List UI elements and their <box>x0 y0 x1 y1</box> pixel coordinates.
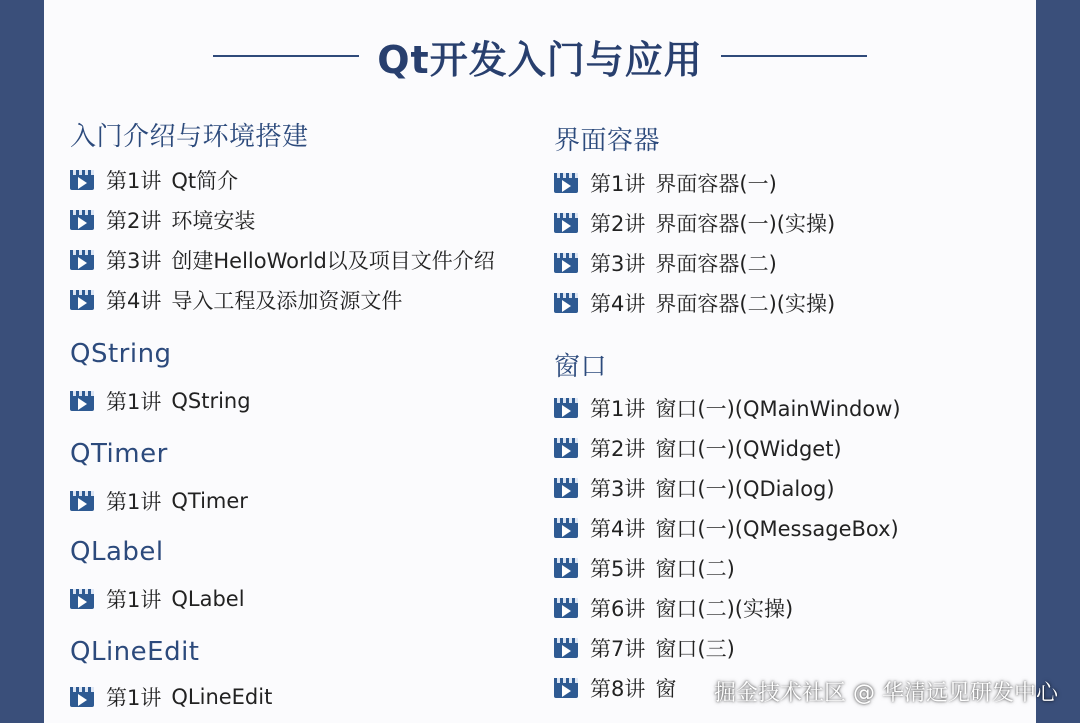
lesson-number: 第1讲 <box>590 172 646 196</box>
title-rule-right <box>721 55 867 57</box>
lesson-item[interactable] <box>70 584 245 614</box>
video-play-icon <box>70 210 94 230</box>
lesson-name: 界面容器(二)(实操) <box>655 292 836 316</box>
lesson-item[interactable] <box>554 433 842 463</box>
lesson-item[interactable] <box>554 553 735 583</box>
lesson-item[interactable] <box>554 208 835 238</box>
lesson-item[interactable] <box>554 168 777 198</box>
lesson-name: QLabel <box>171 587 245 611</box>
lesson-number: 第4讲 <box>590 292 646 316</box>
lesson-number: 第4讲 <box>590 517 646 541</box>
lesson-name: 窗口(一)(QWidget) <box>655 437 842 461</box>
video-play-icon <box>554 518 578 538</box>
title-row <box>44 28 1036 84</box>
page-title: Qt开发入门与应用 <box>377 37 703 82</box>
video-play-icon <box>554 398 578 418</box>
title-rule-left <box>213 55 359 57</box>
video-play-icon <box>554 293 578 313</box>
lesson-name: 窗口(二)(实操) <box>655 597 794 621</box>
lesson-name: 界面容器(一)(实操) <box>655 212 836 236</box>
lesson-number: 第5讲 <box>590 557 646 581</box>
lesson-number: 第1讲 <box>106 686 162 710</box>
lesson-item[interactable] <box>70 165 238 195</box>
video-play-icon <box>554 598 578 618</box>
section-title: QString <box>70 339 172 369</box>
section-title: QLineEdit <box>70 637 200 667</box>
lesson-number: 第6讲 <box>590 597 646 621</box>
video-play-icon <box>554 438 578 458</box>
section-title: 界面容器 <box>554 126 661 156</box>
lesson-item[interactable] <box>554 513 899 543</box>
lesson-item[interactable] <box>554 393 901 423</box>
video-play-icon <box>70 491 94 511</box>
course-card <box>44 0 1036 723</box>
section-title: 入门介绍与环境搭建 <box>70 122 309 152</box>
lesson-number: 第3讲 <box>590 477 646 501</box>
lesson-number: 第2讲 <box>590 437 646 461</box>
lesson-item[interactable] <box>554 473 835 503</box>
lesson-item[interactable] <box>70 486 248 516</box>
lesson-item[interactable] <box>554 288 835 318</box>
section-title: QTimer <box>70 439 168 469</box>
video-play-icon <box>70 170 94 190</box>
video-play-icon <box>554 638 578 658</box>
video-play-icon <box>554 678 578 698</box>
section-title: QLabel <box>70 537 164 567</box>
video-play-icon <box>554 558 578 578</box>
lesson-name: QString <box>171 389 251 413</box>
lesson-item[interactable] <box>554 593 793 623</box>
lesson-item[interactable] <box>70 682 272 712</box>
lesson-name: 窗口(二) <box>655 557 735 581</box>
lesson-item[interactable] <box>554 633 735 663</box>
lesson-number: 第3讲 <box>106 249 162 273</box>
lesson-name: 窗口(一)(QMessageBox) <box>655 517 899 541</box>
lesson-name: QLineEdit <box>171 685 273 709</box>
lesson-number: 第2讲 <box>590 212 646 236</box>
lesson-name: 窗口(一)(QMainWindow) <box>655 397 901 421</box>
lesson-name: Qt简介 <box>171 169 239 193</box>
lesson-item[interactable] <box>554 673 676 703</box>
lesson-item[interactable] <box>70 245 495 275</box>
video-play-icon <box>70 391 94 411</box>
video-play-icon <box>554 253 578 273</box>
video-play-icon <box>554 478 578 498</box>
video-play-icon <box>70 290 94 310</box>
video-play-icon <box>70 687 94 707</box>
lesson-number: 第1讲 <box>106 588 162 612</box>
lesson-name: QTimer <box>171 489 248 513</box>
video-play-icon <box>554 173 578 193</box>
lesson-name: 界面容器(一) <box>655 172 777 196</box>
lesson-name: 导入工程及添加资源文件 <box>171 289 403 313</box>
video-play-icon <box>70 250 94 270</box>
lesson-name: 窗口(一)(QDialog) <box>655 477 835 501</box>
lesson-number: 第3讲 <box>590 252 646 276</box>
lesson-name: 窗 <box>655 677 677 701</box>
lesson-name: 窗口(三) <box>655 637 735 661</box>
lesson-number: 第1讲 <box>106 490 162 514</box>
watermark: 掘金技术社区 @ 华清远见研发中心 <box>714 681 1058 706</box>
lesson-item[interactable] <box>554 248 777 278</box>
lesson-number: 第1讲 <box>106 390 162 414</box>
lesson-number: 第1讲 <box>106 169 162 193</box>
lesson-number: 第8讲 <box>590 677 646 701</box>
lesson-item[interactable] <box>70 205 255 235</box>
video-play-icon <box>70 589 94 609</box>
lesson-number: 第7讲 <box>590 637 646 661</box>
section-title: 窗口 <box>554 352 608 382</box>
lesson-number: 第2讲 <box>106 209 162 233</box>
lesson-name: 环境安装 <box>171 209 256 233</box>
lesson-item[interactable] <box>70 386 251 416</box>
lesson-number: 第1讲 <box>590 397 646 421</box>
lesson-name: 界面容器(二) <box>655 252 777 276</box>
video-play-icon <box>554 213 578 233</box>
lesson-item[interactable] <box>70 285 402 315</box>
lesson-name: 创建HelloWorld以及项目文件介绍 <box>171 249 495 273</box>
lesson-number: 第4讲 <box>106 289 162 313</box>
